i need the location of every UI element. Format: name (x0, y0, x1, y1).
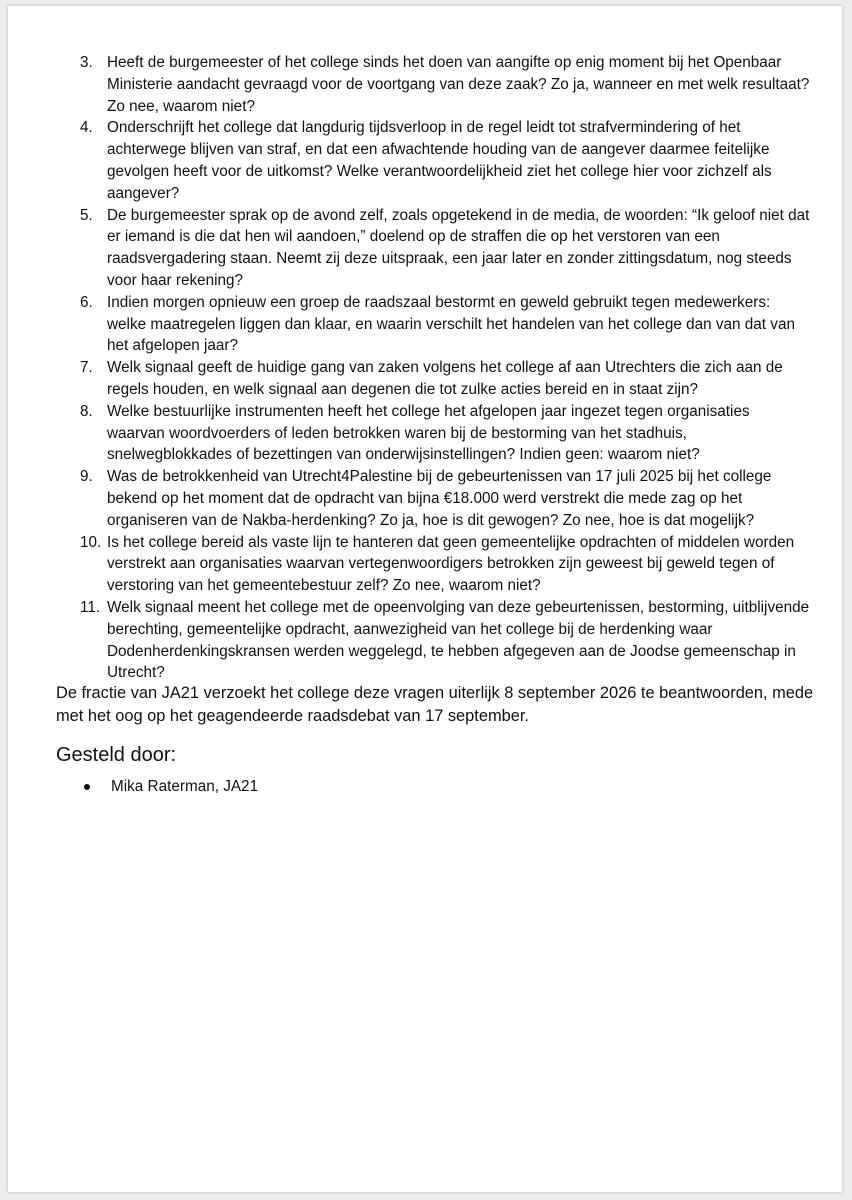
question-text: Welk signaal geeft de huidige gang van zaken volgens het college af aan Utrechters die zich aan de regels houden, en welk signaal aan degenen die tot zulke acties bereid en in staat zijn? (107, 359, 783, 398)
question-number: 11. (80, 598, 101, 616)
question-text: Heeft de burgemeester of het college sinds het doen van aangifte op enig moment bij het Openbaar Ministerie aandacht gevraagd voor de voortgang van deze zaak? Zo ja, wanneer en met welk resultaat? Zo nee, waarom niet? (107, 54, 810, 115)
question-number: 5. (80, 206, 93, 224)
question-item (80, 466, 810, 531)
question-text: Is het college bereid als vaste lijn te hanteren dat geen gemeentelijke opdrachten of middelen worden verstrekt aan organisaties waarvan vertegenwoordigers betrokken zijn geweest bij geweld tegen of verstoring van het gemeentebestuur zelf? Zo nee, waarom niet? (107, 533, 795, 595)
question-number: 9. (80, 468, 93, 486)
question-item (80, 401, 810, 466)
signer-name: Mika Raterman, JA21 (111, 778, 259, 795)
question-text: Onderschrijft het college dat langdurig tijdsverloop in de regel leidt tot strafvermindering of het achterwege blijven van straf, en dat een afwachtende houding van de aangever daarmee feitelijke gevolgen heeft voor de uitkomst? Welke verantwoordelijkheid ziet het college hier voor zichzelf als aangever? (107, 119, 772, 202)
signer-list (80, 776, 258, 798)
question-item (80, 532, 810, 597)
question-text: Indien morgen opnieuw een groep de raadszaal bestormt en geweld gebruikt tegen medewerkers: welke maatregelen liggen dan klaar, en waarin verschilt het handelen van het college dan van dat van het afgelopen jaar? (107, 293, 795, 355)
question-number: 6. (80, 293, 93, 311)
question-number: 10. (80, 533, 102, 551)
question-list (80, 52, 810, 684)
question-item (80, 52, 810, 117)
question-item (80, 292, 810, 357)
question-item (80, 597, 810, 684)
question-item (80, 205, 810, 292)
question-text: De burgemeester sprak op de avond zelf, zoals opgetekend in de media, de woorden: “Ik geloof niet dat er iemand is die dat hen wil aandoen,” doelend op de straffen die op het verstoren van een raadsvergadering staan. Neemt zij deze uitspraak, een jaar later en zonder zittingsdatum, nog steeds voor haar rekening? (107, 206, 810, 289)
signature-heading: Gesteld door: (56, 744, 177, 766)
question-number: 7. (80, 359, 93, 377)
question-number: 4. (80, 119, 93, 137)
question-number: 3. (80, 54, 93, 71)
question-item (80, 117, 810, 204)
question-text: Welke bestuurlijke instrumenten heeft het college het afgelopen jaar ingezet tegen organisaties waarvan woordvoerders of leden betrokken waren bij de bestorming van het stadhuis, snelwegblokkades of bezettingen van onderwijsinstellingen? Indien geen: waarom niet? (107, 402, 750, 464)
question-text: Was de betrokkenheid van Utrecht4Palestine bij de gebeurtenissen van 17 juli 2025 bij het college bekend op het moment dat de opdracht van bijna €18.000 werd verstrekt die mede zag op het organiseren van de Nakba-herdenking? Zo ja, hoe is dit gewogen? Zo nee, hoe is dat mogelijk? (107, 468, 772, 529)
bullet-icon (84, 784, 90, 790)
closing-paragraph: De fractie van JA21 verzoekt het college deze vragen uiterlijk 8 september 2026 te beantwoorden, mede met het oog op het geagendeerde raadsdebat van 17 september. (56, 684, 814, 725)
question-text: Welk signaal meent het college met de opeenvolging van deze gebeurtenissen, bestorming, uitblijvende berechting, gemeentelijke opdracht, aanwezigheid van het college bij de herdenking waar Dodenherdenkingskransen werden weggelegd, te hebben afgegeven aan de Joodse gemeenschap in Utrecht? (107, 598, 810, 682)
document-page (8, 6, 842, 1192)
question-number: 8. (80, 402, 93, 420)
question-item (80, 357, 810, 401)
signer-item (80, 776, 258, 798)
